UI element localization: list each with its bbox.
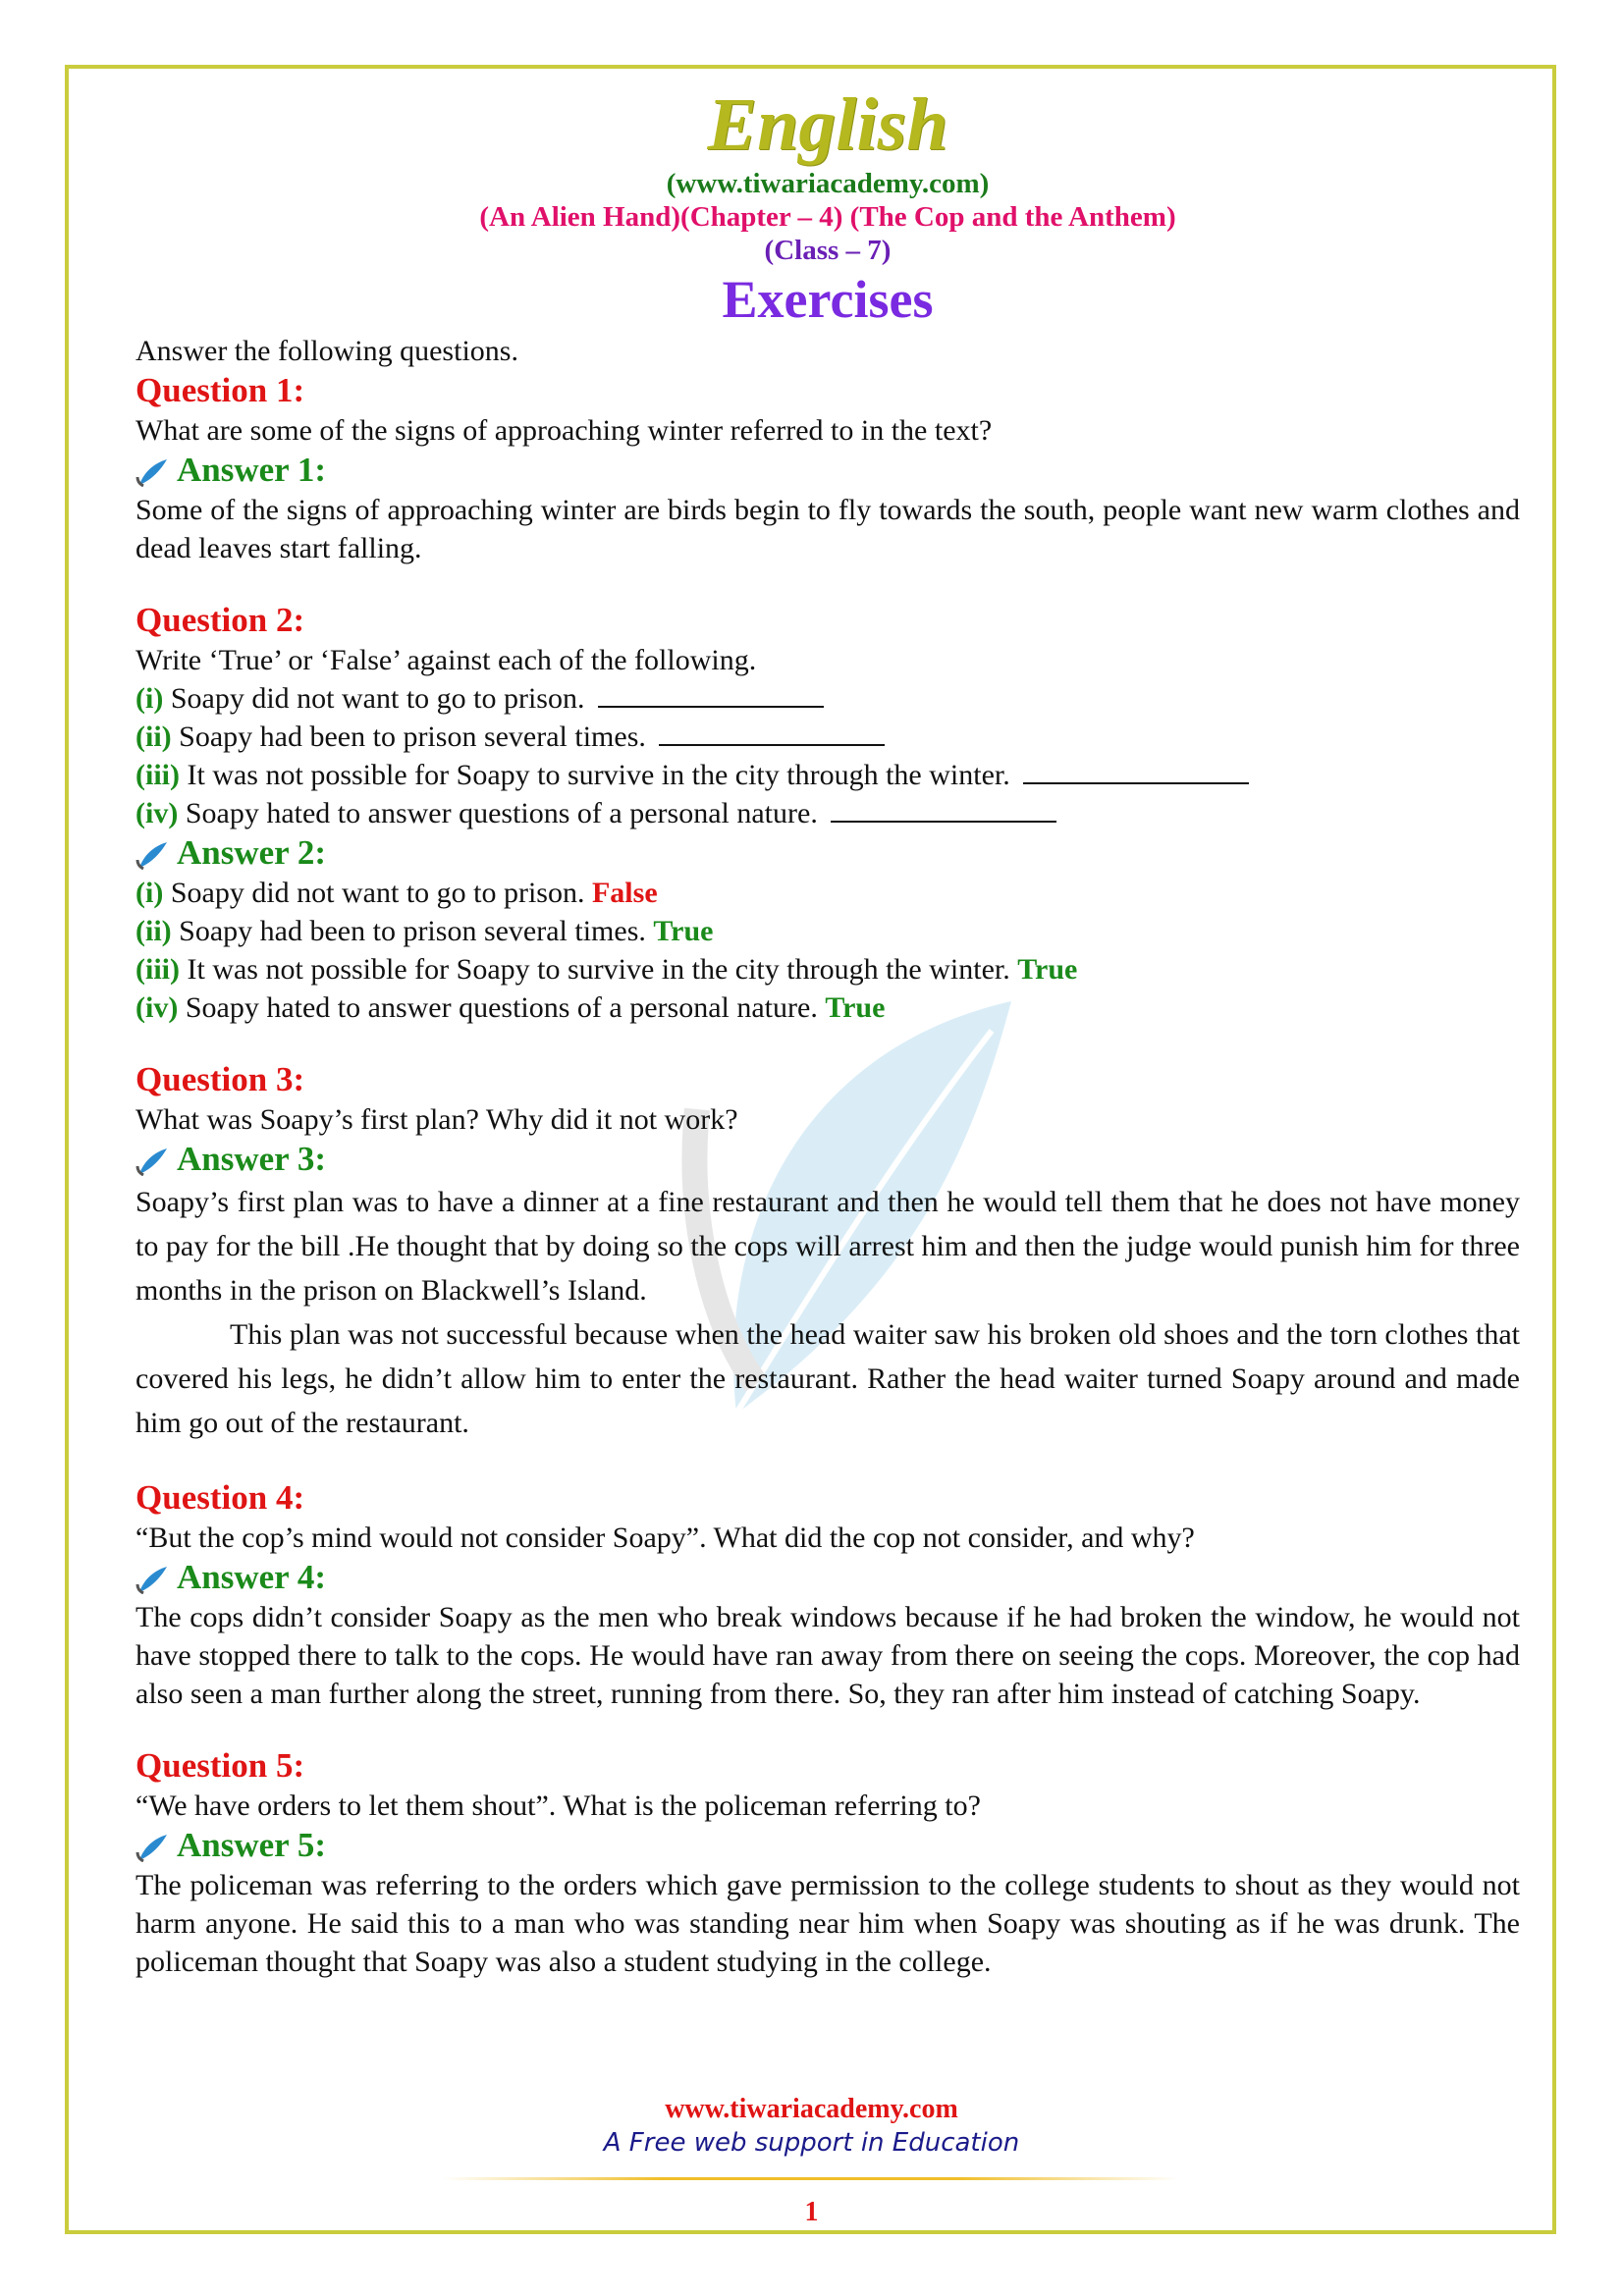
verdict-true: True xyxy=(653,915,714,947)
verdict-true: True xyxy=(1017,953,1078,986)
quill-icon xyxy=(135,455,169,485)
item-text: Soapy had been to prison several times. xyxy=(179,915,646,947)
answer-1-text: Some of the signs of approaching winter are birds begin to fly towards the south, people want new warm clothes and dead leaves start falling. xyxy=(135,494,1520,564)
item-marker: (iv) xyxy=(135,991,179,1024)
question-1-heading: Question 1: xyxy=(135,371,305,409)
question-2-item xyxy=(135,679,1520,718)
class-line: (Class – 7) xyxy=(764,235,892,266)
document-header xyxy=(135,82,1520,332)
document-body xyxy=(135,82,1520,1981)
item-marker: (iv) xyxy=(135,797,179,829)
question-2-heading: Question 2: xyxy=(135,601,305,639)
question-3-heading: Question 3: xyxy=(135,1060,305,1098)
footer-divider xyxy=(442,2177,1178,2180)
verdict-true: True xyxy=(825,991,886,1024)
answer-5-heading xyxy=(135,1825,1520,1866)
intro-text: Answer the following questions. xyxy=(135,335,518,367)
question-2-item xyxy=(135,756,1520,794)
answer-2-item xyxy=(135,950,1520,988)
verdict-false: False xyxy=(591,877,658,909)
quill-icon xyxy=(135,838,169,868)
quill-icon xyxy=(135,1831,169,1860)
answer-3-label: Answer 3: xyxy=(177,1140,326,1178)
item-marker: (ii) xyxy=(135,721,172,753)
quill-icon xyxy=(135,1563,169,1592)
item-text: Soapy hated to answer questions of a personal nature. xyxy=(185,797,818,829)
answer-3-paragraph-2: This plan was not successful because when the head waiter saw his broken old shoes and the torn clothes that covered his legs, he didn’t allow him to enter the restaurant. Rather the head waiter turned Soapy around and made him go out of the restaurant. xyxy=(135,1318,1520,1439)
item-marker: (i) xyxy=(135,877,164,909)
item-marker: (ii) xyxy=(135,915,172,947)
answer-2-item xyxy=(135,874,1520,912)
answer-blank xyxy=(598,705,824,708)
question-4-heading: Question 4: xyxy=(135,1478,305,1517)
answer-2-item xyxy=(135,988,1520,1027)
answer-2-label: Answer 2: xyxy=(177,833,326,872)
chapter-line: (An Alien Hand)(Chapter – 4) (The Cop and the Anthem) xyxy=(479,201,1176,233)
answer-1-heading xyxy=(135,450,1520,491)
question-2-item xyxy=(135,794,1520,832)
answer-5-text: The policeman was referring to the orders which gave permission to the college students to shout as they would not harm anyone. He said this to a man who was standing near him when Soapy was shouting as if he was drunk. The policeman thought that Soapy was also a student studying in the college. xyxy=(135,1869,1520,1978)
answer-4-label: Answer 4: xyxy=(177,1558,326,1596)
answer-3-paragraph-1: Soapy’s first plan was to have a dinner at a fine restaurant and then he would tell them that he does not have money to pay for the bill .He thought that by doing so the cops will arrest him and then the judge would punish him for three months in the prison on Blackwell’s Island. xyxy=(135,1186,1520,1307)
question-1-text: What are some of the signs of approaching winter referred to in the text? xyxy=(135,414,993,447)
answer-blank xyxy=(1023,781,1249,784)
answer-4-heading xyxy=(135,1557,1520,1598)
item-marker: (i) xyxy=(135,682,164,715)
answer-2-item xyxy=(135,912,1520,950)
question-5-text: “We have orders to let them shout”. What is the policeman referring to? xyxy=(135,1789,981,1822)
answer-2-heading xyxy=(135,832,1520,874)
item-text: Soapy had been to prison several times. xyxy=(179,721,646,753)
quill-icon xyxy=(135,1145,169,1174)
footer-site: www.tiwariacademy.com xyxy=(665,2094,958,2124)
question-3-text: What was Soapy’s first plan? Why did it not work? xyxy=(135,1103,738,1136)
item-text: It was not possible for Soapy to survive in the city through the winter. xyxy=(187,759,1010,791)
answer-1-label: Answer 1: xyxy=(177,451,326,489)
item-text: Soapy hated to answer questions of a personal nature. xyxy=(185,991,818,1024)
answer-3-heading xyxy=(135,1139,1520,1180)
answer-blank xyxy=(659,743,885,746)
page-number: 1 xyxy=(804,2197,819,2227)
item-marker: (iii) xyxy=(135,759,180,791)
question-2-text: Write ‘True’ or ‘False’ against each of the following. xyxy=(135,644,757,676)
section-title: Exercises xyxy=(722,270,934,329)
answer-5-label: Answer 5: xyxy=(177,1826,326,1864)
answer-blank xyxy=(831,820,1056,823)
item-marker: (iii) xyxy=(135,953,180,986)
subject-title: English xyxy=(707,83,948,166)
question-4-text: “But the cop’s mind would not consider Soapy”. What did the cop not consider, and why? xyxy=(135,1522,1195,1554)
question-2-item xyxy=(135,718,1520,756)
item-text: Soapy did not want to go to prison. xyxy=(170,877,585,909)
footer-tagline: A Free web support in Education xyxy=(603,2128,1020,2158)
item-text: Soapy did not want to go to prison. xyxy=(170,682,585,715)
question-5-heading: Question 5: xyxy=(135,1746,305,1785)
item-text: It was not possible for Soapy to survive in the city through the winter. xyxy=(187,953,1010,986)
answer-4-text: The cops didn’t consider Soapy as the men who break windows because if he had broken the window, he would not have stopped there to talk to the cops. He would have ran away from there on seeing the cops. Moreover, the cop had also seen a man further along the street, running from there. So, they ran after him instead of catching Soapy. xyxy=(135,1601,1520,1710)
site-url: (www.tiwariacademy.com) xyxy=(666,168,990,199)
